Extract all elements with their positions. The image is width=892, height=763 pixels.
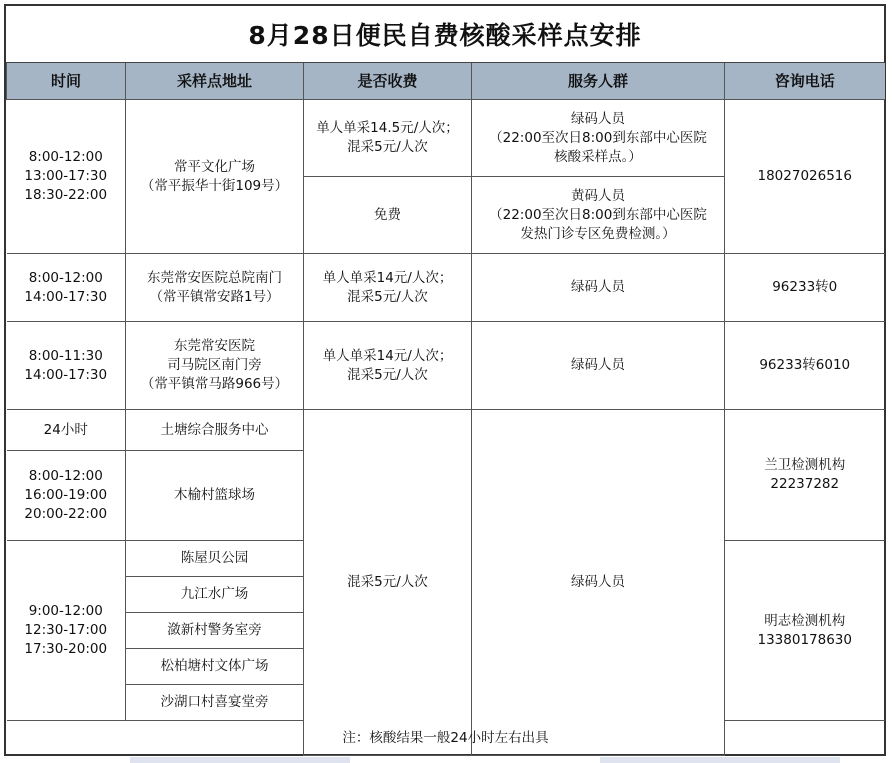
group-fee: 混采5元/人次 bbox=[304, 410, 472, 756]
group-crowd: 绿码人员 bbox=[472, 410, 725, 756]
site1-time: 8:00-12:00 13:00-17:30 18:30-22:00 bbox=[7, 100, 126, 254]
note-row bbox=[7, 721, 885, 756]
site3-address: 东莞常安医院 司马院区南门旁 （常平镇常马路966号） bbox=[126, 322, 304, 410]
site1-phone: 18027026516 bbox=[725, 100, 885, 254]
site4-address: 土塘综合服务中心 bbox=[126, 410, 304, 451]
site2-address: 东莞常安医院总院南门 （常平镇常安路1号） bbox=[126, 254, 304, 322]
site6-time: 9:00-12:00 12:30-17:00 17:30-20:00 bbox=[7, 541, 126, 721]
site5-address: 木榆村篮球场 bbox=[126, 451, 304, 541]
site1-address: 常平文化广场 （常平振华十街109号） bbox=[126, 100, 304, 254]
header-address: 采样点地址 bbox=[126, 63, 304, 100]
header-fee: 是否收费 bbox=[304, 63, 472, 100]
footnote: 注：核酸结果一般24小时左右出具 bbox=[7, 721, 885, 756]
table-row bbox=[7, 322, 885, 410]
site2-phone: 96233转0 bbox=[725, 254, 885, 322]
site6-address-2: 九江水广场 bbox=[126, 577, 304, 613]
table-row bbox=[7, 100, 885, 177]
site1-crowd-green: 绿码人员 （22:00至次日8:00到东部中心医院 核酸采样点。） bbox=[472, 100, 725, 177]
site5-time: 8:00-12:00 16:00-19:00 20:00-22:00 bbox=[7, 451, 126, 541]
site1-fee-green: 单人单采14.5元/人次； 混采5元/人次 bbox=[304, 100, 472, 177]
site1-crowd-yellow: 黄码人员 （22:00至次日8:00到东部中心医院 发热门诊专区免费检测。） bbox=[472, 177, 725, 254]
site3-fee: 单人单采14元/人次； 混采5元/人次 bbox=[304, 322, 472, 410]
group-phone-b: 明志检测机构 13380178630 bbox=[725, 541, 885, 721]
header-crowd: 服务人群 bbox=[472, 63, 725, 100]
site6-address-4: 松柏塘村文体广场 bbox=[126, 649, 304, 685]
site3-phone: 96233转6010 bbox=[725, 322, 885, 410]
site6-address-5: 沙湖口村喜宴堂旁 bbox=[126, 685, 304, 721]
site6-address-3: 潋新村警务室旁 bbox=[126, 613, 304, 649]
site4-time: 24小时 bbox=[7, 410, 126, 451]
page-title: 8月28日便民自费核酸采样点安排 bbox=[6, 6, 884, 63]
group-phone-a: 兰卫检测机构 22237282 bbox=[725, 410, 885, 541]
background-strip bbox=[600, 757, 840, 763]
site2-time: 8:00-12:00 14:00-17:30 bbox=[7, 254, 126, 322]
site6-address-1: 陈屋贝公园 bbox=[126, 541, 304, 577]
site2-fee: 单人单采14元/人次； 混采5元/人次 bbox=[304, 254, 472, 322]
site3-time: 8:00-11:30 14:00-17:30 bbox=[7, 322, 126, 410]
header-row bbox=[7, 63, 885, 100]
table-row bbox=[7, 254, 885, 322]
table-row bbox=[7, 410, 885, 451]
background-strip bbox=[130, 757, 350, 763]
site3-crowd: 绿码人员 bbox=[472, 322, 725, 410]
schedule-sheet bbox=[4, 4, 886, 756]
site2-crowd: 绿码人员 bbox=[472, 254, 725, 322]
header-time: 时间 bbox=[7, 63, 126, 100]
site1-fee-yellow: 免费 bbox=[304, 177, 472, 254]
header-phone: 咨询电话 bbox=[725, 63, 885, 100]
schedule-table bbox=[6, 63, 885, 756]
